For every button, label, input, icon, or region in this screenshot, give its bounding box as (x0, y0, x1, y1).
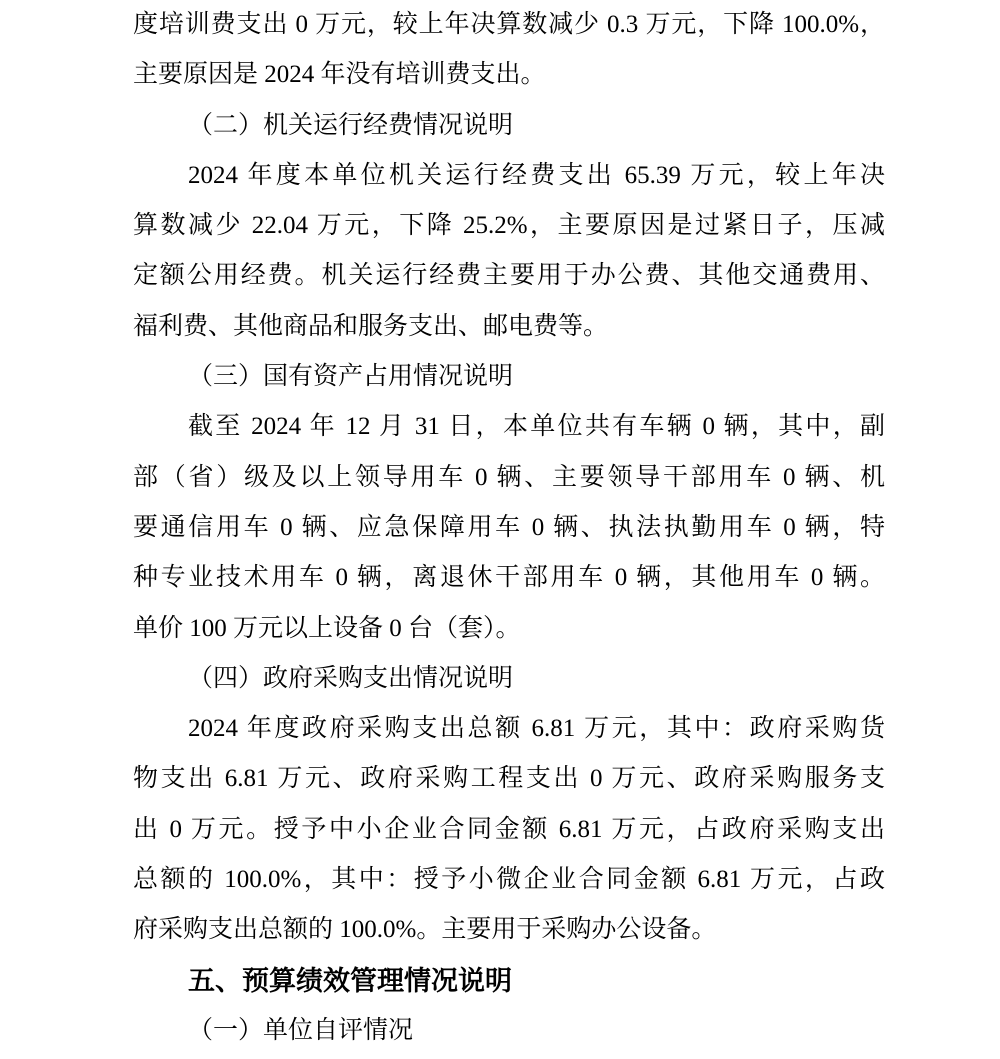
text-line: 度培训费支出 0 万元，较上年决算数减少 0.3 万元，下降 100.0%， (133, 11, 885, 38)
text-line: 2024 年度本单位机关运行经费支出 65.39 万元，较上年决 (188, 161, 885, 189)
text-line: （四）政府采购支出情况说明 (188, 664, 514, 692)
text-line: 府采购支出总额的 100.0%。主要用于采购办公设备。 (133, 916, 717, 944)
text-line: 部（省）级及以上领导用车 0 辆、主要领导干部用车 0 辆、机 (133, 463, 885, 491)
text-line: 截至 2024 年 12 月 31 日，本单位共有车辆 0 辆，其中，副 (188, 413, 885, 441)
text-line: 要通信用车 0 辆、应急保障用车 0 辆、执法执勤用车 0 辆，特 (133, 513, 885, 541)
text-line: 算数减少 22.04 万元，下降 25.2%，主要原因是过紧日子，压减 (133, 212, 885, 240)
text-line: 种专业技术用车 0 辆，离退休干部用车 0 辆，其他用车 0 辆。 (133, 564, 885, 592)
text-line: 主要原因是 2024 年没有培训费支出。 (133, 61, 546, 89)
text-line: 物支出 6.81 万元、政府采购工程支出 0 万元、政府采购服务支 (133, 765, 885, 793)
section-heading: 五、预算绩效管理情况说明 (188, 965, 512, 996)
document-body (133, 0, 885, 1056)
text-line: 定额公用经费。机关运行经费主要用于办公费、其他交通费用、 (133, 262, 885, 290)
text-line: 2024 年度政府采购支出总额 6.81 万元，其中：政府采购货 (188, 715, 885, 743)
text-line: （三）国有资产占用情况说明 (188, 363, 514, 391)
text-line: 总额的 100.0%，其中：授予小微企业合同金额 6.81 万元，占政 (133, 866, 885, 894)
text-line: （二）机关运行经费情况说明 (188, 111, 514, 139)
text-line: 出 0 万元。授予中小企业合同金额 6.81 万元，占政府采购支出 (133, 815, 885, 843)
text-line: （一）单位自评情况 (188, 1016, 414, 1044)
text-line: 福利费、其他商品和服务支出、邮电费等。 (133, 312, 609, 340)
text-line: 单价 100 万元以上设备 0 台（套）。 (133, 614, 521, 642)
